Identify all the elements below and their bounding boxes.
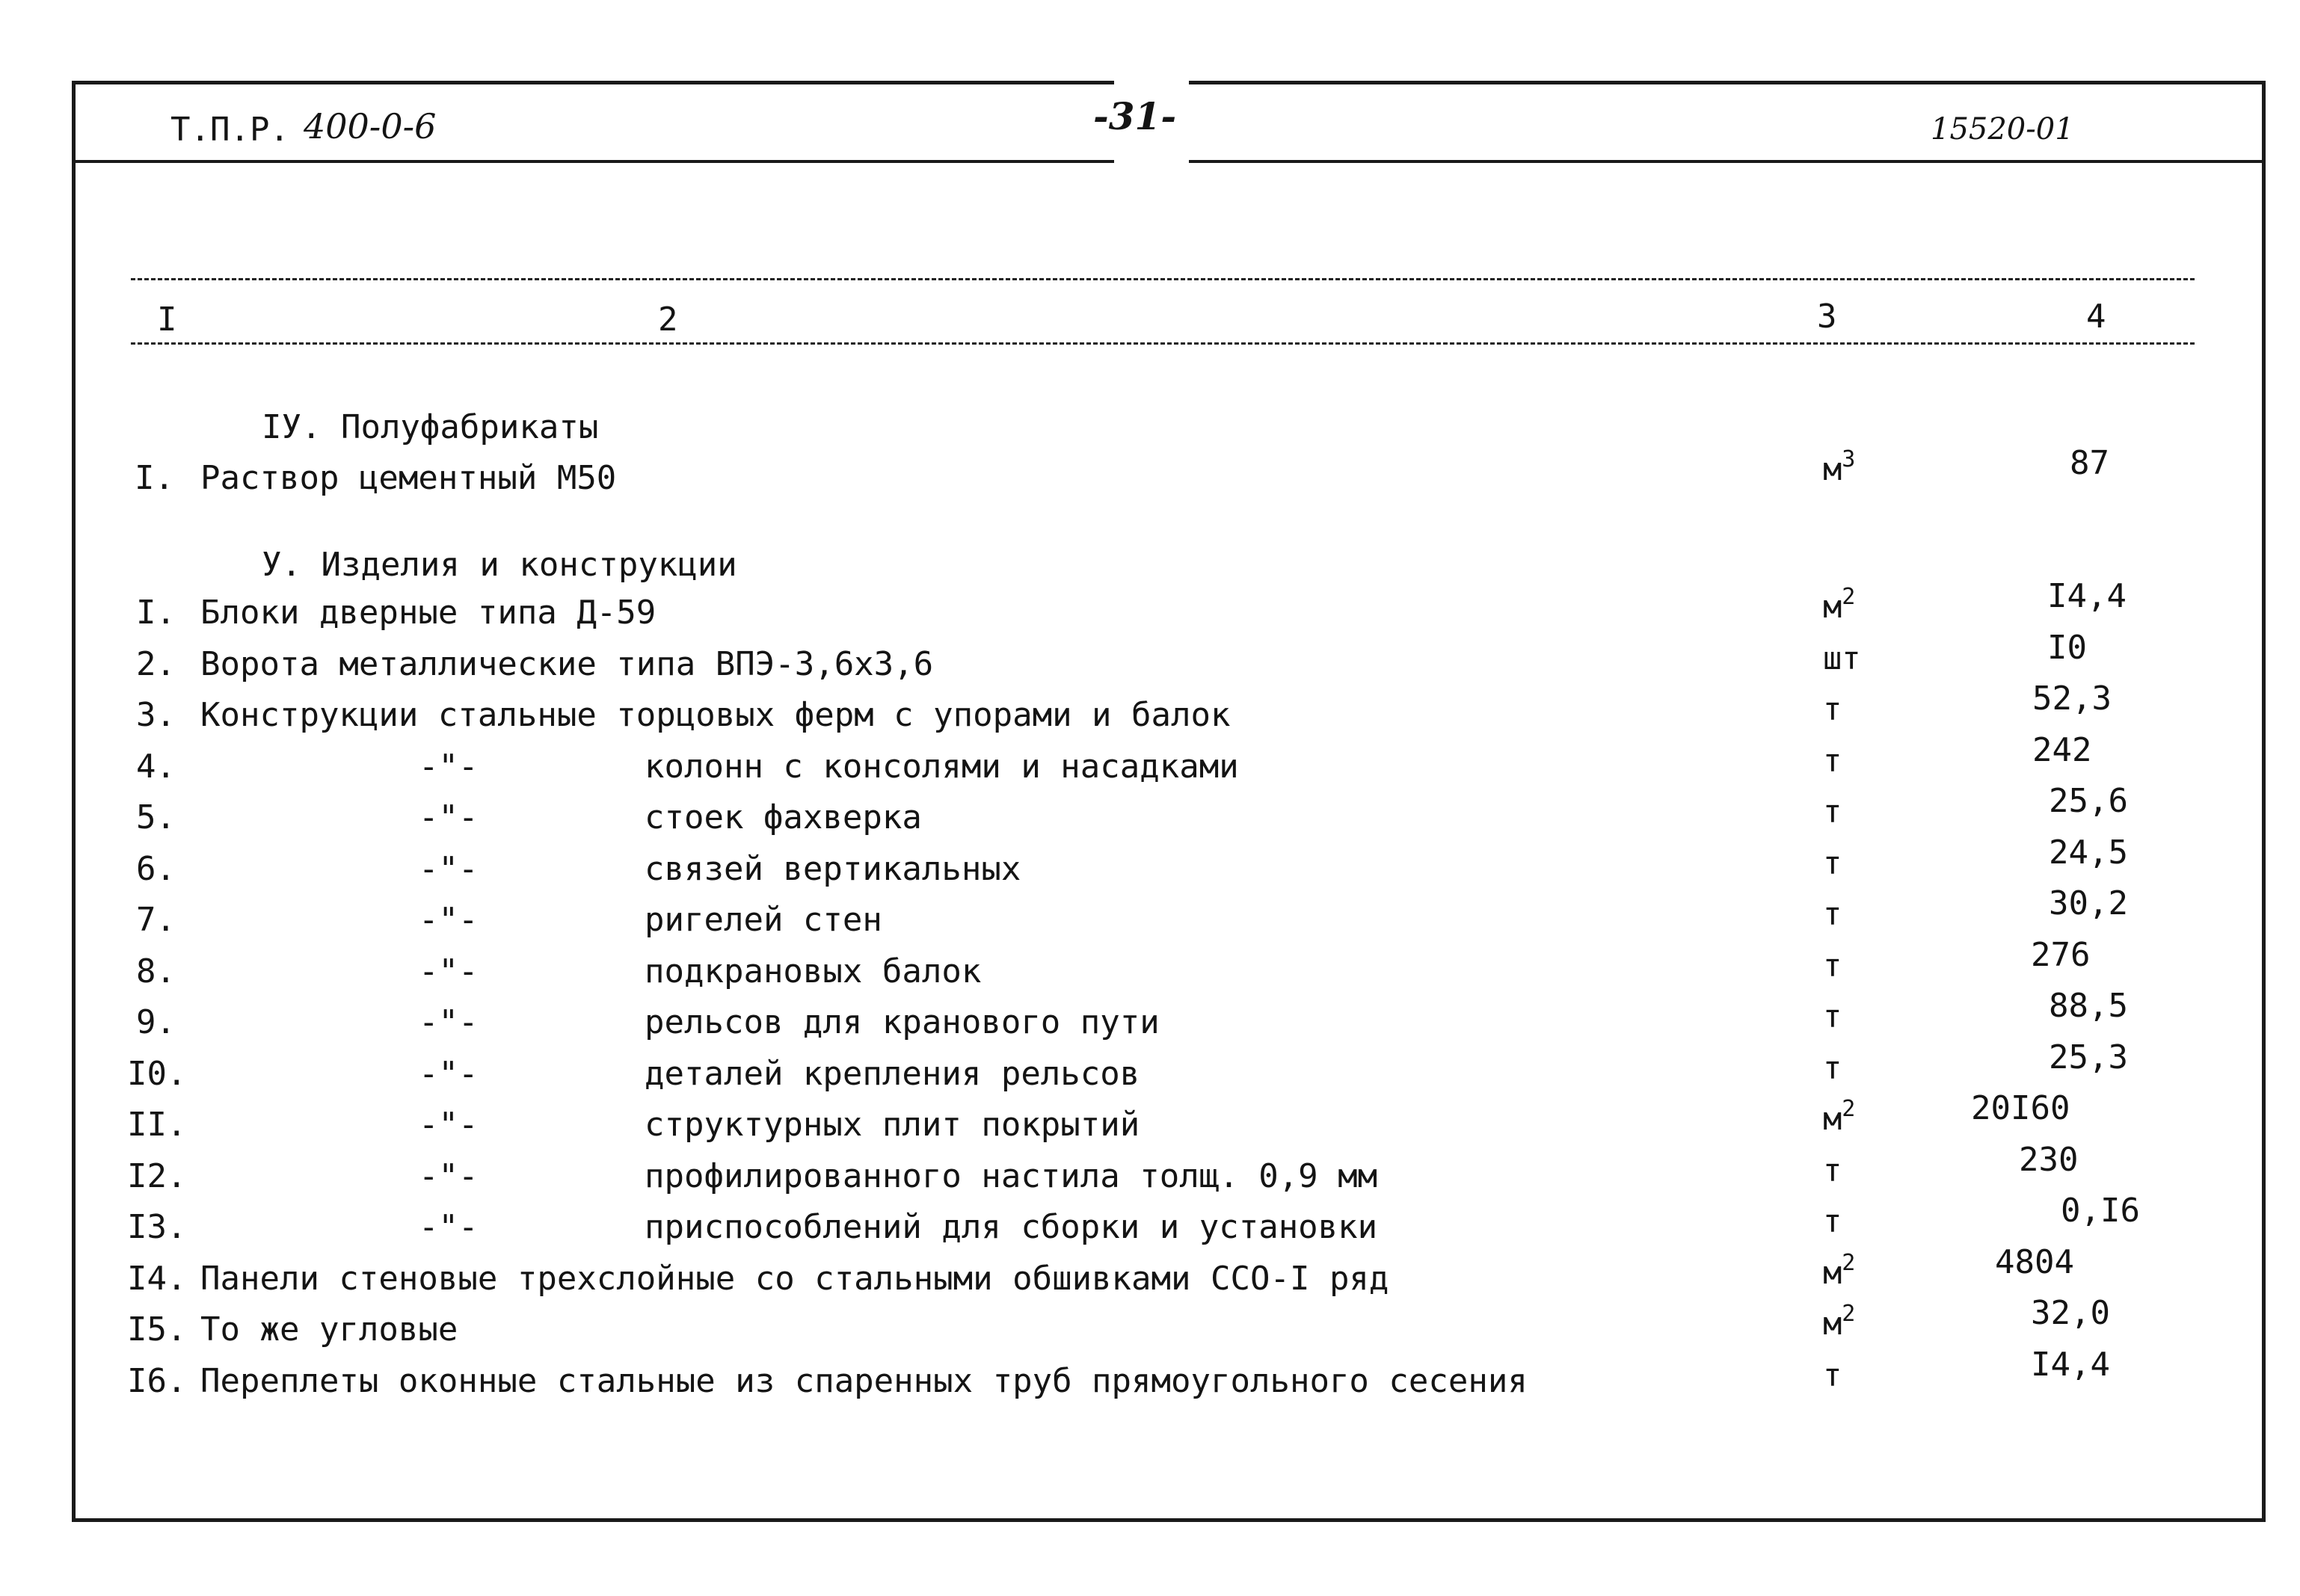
section-iv-row-unit: $м^3$: [1823, 446, 1856, 487]
section-v-title: У. Изделия и конструкции: [262, 546, 737, 584]
row-name: связей вертикальных: [645, 850, 1021, 888]
row-number: 3.: [136, 696, 176, 734]
section-iv-row-name: Раствор цементный М50: [200, 459, 617, 497]
row-quantity: 88,5: [2049, 987, 2128, 1025]
row-unit: т: [1823, 947, 1842, 984]
row-unit: $м^2$: [1823, 1250, 1856, 1291]
row-number: 9.: [136, 1003, 176, 1041]
ditto-mark: -"-: [419, 748, 479, 786]
row-unit: т: [1823, 793, 1842, 830]
row-quantity: 20I60: [1971, 1089, 2070, 1127]
row-number: 6.: [136, 850, 176, 888]
row-quantity: 24,5: [2049, 834, 2128, 872]
row-number: I6.: [127, 1362, 187, 1400]
row-quantity: 25,6: [2049, 782, 2128, 820]
row-quantity: 32,0: [2031, 1294, 2110, 1332]
row-name: Переплеты оконные стальные из спаренных труб прямоугольного сесения: [200, 1362, 1528, 1400]
row-unit: т: [1823, 845, 1842, 881]
column-header-1: I: [157, 301, 177, 339]
row-number: II.: [127, 1106, 187, 1144]
row-unit: т: [1823, 1203, 1842, 1239]
row-name: подкрановых балок: [645, 952, 982, 990]
column-header-2: 2: [658, 301, 678, 339]
column-header-top-rule: [131, 278, 2195, 280]
column-header-4: 4: [2086, 298, 2106, 336]
row-quantity: 4804: [1995, 1243, 2074, 1281]
ditto-mark: -"-: [419, 1106, 479, 1144]
row-number: 4.: [136, 748, 176, 786]
doc-code: 400-0-6: [304, 106, 437, 147]
row-quantity: I0: [2047, 629, 2087, 667]
row-number: 5.: [136, 798, 176, 836]
page-border: [72, 81, 2266, 1522]
column-header-3: 3: [1817, 298, 1837, 336]
row-number: I.: [136, 594, 176, 632]
row-quantity: 242: [2032, 731, 2092, 769]
row-unit: т: [1823, 1152, 1842, 1189]
row-unit: шт: [1823, 640, 1861, 677]
row-quantity: I4,4: [2047, 577, 2127, 615]
row-quantity: 30,2: [2049, 884, 2128, 922]
row-name: деталей крепления рельсов: [645, 1055, 1140, 1093]
row-name: То же угловые: [200, 1310, 458, 1349]
row-name: Ворота металлические типа ВПЭ-3,6х3,6: [200, 645, 934, 683]
section-iv-row-qty: 87: [2070, 444, 2109, 482]
row-number: 8.: [136, 952, 176, 990]
ditto-mark: -"-: [419, 901, 479, 939]
ditto-mark: -"-: [419, 1157, 479, 1195]
row-name: профилированного настила толщ. 0,9 мм: [645, 1157, 1378, 1195]
ditto-mark: -"-: [419, 1003, 479, 1041]
row-number: 7.: [136, 901, 176, 939]
row-unit: т: [1823, 1050, 1842, 1086]
ditto-mark: -"-: [419, 850, 479, 888]
row-quantity: 0,I6: [2061, 1192, 2140, 1230]
row-quantity: 25,3: [2049, 1038, 2128, 1076]
section-iv-row-num: I.: [135, 459, 174, 497]
row-quantity: 230: [2019, 1141, 2079, 1179]
row-quantity: 52,3: [2032, 680, 2112, 718]
ditto-mark: -"-: [419, 952, 479, 990]
row-unit: $м^2$: [1823, 1301, 1856, 1342]
row-quantity: I4,4: [2031, 1346, 2110, 1384]
row-number: I4.: [127, 1260, 187, 1298]
row-name: ригелей стен: [645, 901, 882, 939]
row-name: Панели стеновые трехслойные со стальными обшивками ССО-I ряд: [200, 1260, 1389, 1298]
row-number: I5.: [127, 1310, 187, 1349]
ditto-mark: -"-: [419, 1055, 479, 1093]
row-name: структурных плит покрытий: [645, 1106, 1140, 1144]
row-unit: т: [1823, 742, 1842, 779]
row-number: 2.: [136, 645, 176, 683]
row-name: рельсов для кранового пути: [645, 1003, 1160, 1041]
row-number: I0.: [127, 1055, 187, 1093]
row-name: Конструкции стальные торцовых ферм с упорами и балок: [200, 696, 1231, 734]
sheet-code: 15520-01: [1931, 112, 2074, 147]
row-unit: т: [1823, 896, 1842, 932]
row-unit: $м^2$: [1823, 584, 1856, 625]
row-unit: $м^2$: [1823, 1096, 1856, 1137]
row-name: стоек фахверка: [645, 798, 922, 836]
section-iv-title: IУ. Полуфабрикаты: [262, 408, 599, 446]
row-unit: т: [1823, 691, 1842, 727]
ditto-mark: -"-: [419, 798, 479, 836]
column-header-bottom-rule: [131, 342, 2195, 345]
row-number: I3.: [127, 1208, 187, 1246]
row-unit: т: [1823, 1357, 1842, 1393]
row-name: приспособлений для сборки и установки: [645, 1208, 1378, 1246]
ditto-mark: -"-: [419, 1208, 479, 1246]
page-number: -31-: [1093, 94, 1177, 138]
doc-prefix: Т.П.Р.: [170, 111, 289, 149]
row-name: колонн с консолями и насадками: [645, 748, 1239, 786]
row-quantity: 276: [2031, 936, 2091, 974]
row-unit: т: [1823, 998, 1842, 1035]
row-number: I2.: [127, 1157, 187, 1195]
row-name: Блоки дверные типа Д-59: [200, 594, 657, 632]
